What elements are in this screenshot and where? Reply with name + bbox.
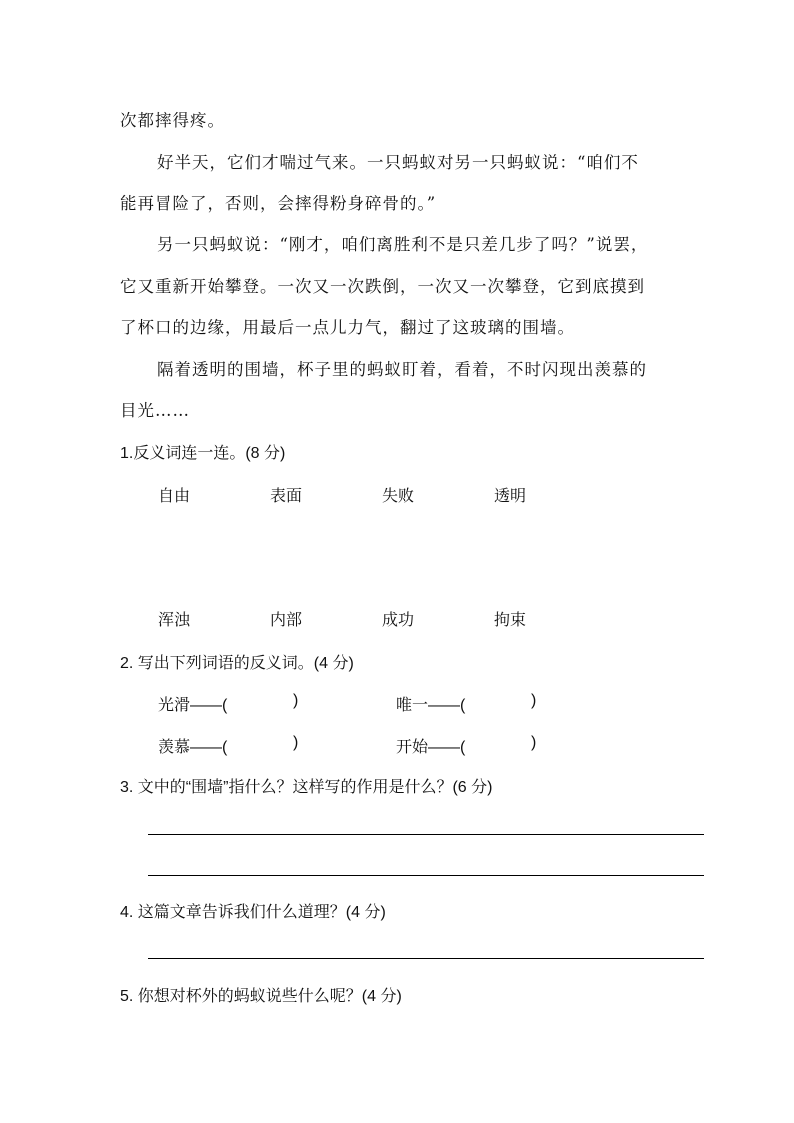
q1-bottom-word-4[interactable]: 拘束 — [494, 612, 527, 629]
q1-bottom-word-1[interactable]: 浑浊 — [158, 612, 191, 629]
q1-bottom-word-3[interactable]: 成功 — [382, 612, 415, 629]
question-2-prompt: 2. 写出下列词语的反义词。(4 分) — [120, 655, 354, 672]
passage-line-8: 目光…… — [120, 401, 190, 420]
passage-line-3: 能再冒险了，否则，会摔得粉身碎骨的。” — [120, 194, 437, 213]
q2-answer-blank-2[interactable]: ) — [531, 692, 537, 709]
q3-answer-line-1[interactable] — [148, 834, 704, 835]
passage-line-7: 隔着透明的围墙，杯子里的蚂蚁盯着，看着，不时闪现出羡慕的 — [157, 360, 647, 379]
q1-bottom-word-2[interactable]: 内部 — [270, 612, 303, 629]
question-4-prompt: 4. 这篇文章告诉我们什么道理？(4 分) — [120, 904, 386, 921]
question-1-prompt: 1.反义词连一连。(8 分) — [120, 445, 286, 462]
passage-line-1: 次都摔得疼。 — [120, 111, 225, 130]
q2-item-3: 羡慕——( — [158, 739, 228, 756]
q1-top-word-4[interactable]: 透明 — [494, 488, 527, 505]
q1-top-word-1[interactable]: 自由 — [158, 488, 191, 505]
q1-top-word-3[interactable]: 失败 — [382, 488, 415, 505]
q2-item-4: 开始——( — [396, 739, 466, 756]
q2-answer-blank-4[interactable]: ) — [531, 734, 537, 751]
passage-line-5: 它又重新开始攀登。一次又一次跌倒，一次又一次攀登，它到底摸到 — [120, 277, 645, 296]
passage-line-6: 了杯口的边缘，用最后一点儿力气，翻过了这玻璃的围墙。 — [120, 318, 575, 337]
passage-line-4: 另一只蚂蚁说：“刚才，咱们离胜利不是只差几步了吗？”说罢， — [157, 235, 649, 254]
q2-answer-blank-1[interactable]: ) — [293, 692, 299, 709]
question-5-prompt: 5. 你想对杯外的蚂蚁说些什么呢？(4 分) — [120, 988, 402, 1005]
q4-answer-line-1[interactable] — [148, 958, 704, 959]
q3-answer-line-2[interactable] — [148, 875, 704, 876]
passage-line-2: 好半天，它们才喘过气来。一只蚂蚁对另一只蚂蚁说：“咱们不 — [157, 153, 639, 172]
q2-answer-blank-3[interactable]: ) — [293, 734, 299, 751]
q2-item-1: 光滑——( — [158, 697, 228, 714]
question-3-prompt: 3. 文中的“围墙”指什么？这样写的作用是什么？(6 分) — [120, 779, 493, 796]
q2-item-2: 唯一——( — [396, 697, 466, 714]
q1-top-word-2[interactable]: 表面 — [270, 488, 303, 505]
